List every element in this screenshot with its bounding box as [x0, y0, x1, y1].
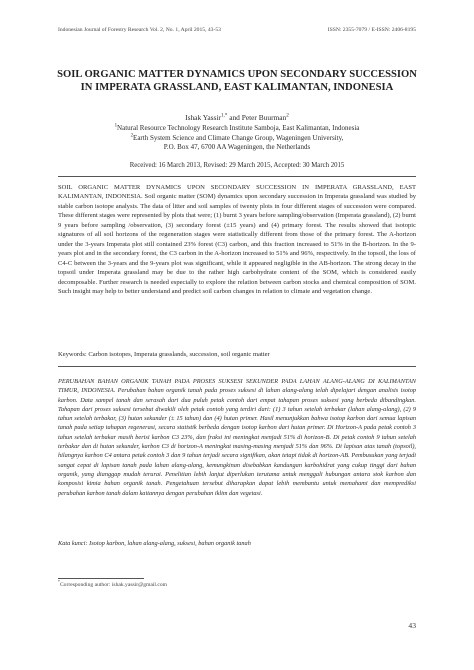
corresponding-author-footnote: *Corresponding author: ishak.yassir@gmail.com — [58, 580, 168, 588]
indonesian-keywords: Kata kunci: Isotop karbon, lahan alang-alang, suksesi, bahan organik tanah — [58, 540, 251, 547]
author-1-marker: 1,* — [220, 112, 228, 119]
indonesian-abstract: PERUBAHAN BAHAN ORGANIK TANAH PADA PROSES SUKSESI SEKUNDER PADA LAHAN ALANG-ALANG DI KALIMANTAN TIMUR, INDONESIA. Perubahan bahan organik tanah pada proses suksesi di lahan alang-alang telah dipelajari dengan analisis isotop karbon. Data sampel tanah dan serasah dari dua puluh petak contoh dari empat tahapan proses suksesi yang berbeda dibandingkan. Tahapan dari proses suksesi tersebut diwakili oleh petak contoh yang terdiri dari: (1) 3 tahun setelah terbakar (lahan alang-alang), (2) 9 tahun setelah terbakar, (3) hutan sekunder (± 15 tahun) dan (4) hutan primer. Hasil menunjukkan bahwa isotop karbon dari semua lapisan tanah pada setiap tahapan regenerasi, secara statistik berbeda dengan isotop karbon dari hutan primer. Di Horizon-A pada petak contoh 3 tahun setelah terbakar masih berisi karbon C3 23%, dan fraksi ini meningkat menjadi 51% di horizon-B. Di petak contoh 9 tahun setelah terbakar dan di hutan sekunder, karbon C3 di horizon-A meningkat masing-masing menjadi 51% dan 96%. Di lapisan atas tanah (topsoil), hilangnya karbon C4 antara petak contoh 3 dan 9 tahun terjadi secara signifikan, akan tetapi tidak di horizon-AB. Pembusukan yang terjadi sangat cepat di lapisan tanah pada lahan alang-alang, kemungkinan disebabkan kandungan karbohidrat yang cukup tinggi dari bahan organik, yang dianggap mudah terurai. Penelitian lebih lanjut diperlukan terutama untuk menggali hubungan antara stok karbon dan komposisi kimia bahan organik tanah. Pengetahuan tersebut diharapkan dapat lebih membantu untuk memahami dan memprediksi perubahan karbon tanah dalam kaitannya dengan perubahan iklim dan vegetasi. — [58, 378, 416, 497]
issn: ISSN: 2355-7079 / E-ISSN: 2406-8195 — [327, 27, 416, 33]
affiliation-2-marker: 2 — [130, 133, 134, 139]
running-header — [58, 27, 416, 33]
author-line — [58, 113, 416, 122]
article-dates: Received: 16 March 2013, Revised: 29 March 2015, Accepted: 30 March 2015 — [129, 162, 345, 169]
author-name-1: Ishak Yassir — [185, 113, 221, 122]
affiliation-1: $^1$Natural Resource Technology Research Institute Samboja, East Kalimantan, Indonesia — [114, 123, 360, 132]
footnote-rule — [58, 578, 144, 579]
article-title: SOIL ORGANIC MATTER DYNAMICS UPON SECONDARY SUCCESSION IN IMPERATA GRASSLAND, EAST KALIMANTAN, INDONESIA — [57, 69, 417, 94]
english-keywords: Keywords: Carbon isotopes, Imperata grasslands, succession, soil organic matter — [58, 351, 270, 358]
footnote-marker: * — [58, 580, 60, 585]
author-join: and Peter Buurman — [227, 113, 287, 122]
affiliation-2-address: P.O. Box 47, 6700 AA Wageningen, the Netherlands — [163, 143, 311, 152]
affiliation-2: $^2$Earth System Science and Climate Change Group, Wageningen University, — [130, 133, 344, 142]
journal-citation: Indonesian Journal of Forestry Research Vol. 2, No. 1, April 2015, 43-53 — [58, 27, 221, 33]
author-2-marker: 2 — [286, 112, 289, 119]
affiliation-1-marker: 1 — [114, 123, 118, 129]
affiliations — [58, 124, 416, 153]
english-abstract: SOIL ORGANIC MATTER DYNAMICS UPON SECONDARY SUCCESSION IN IMPERATA GRASSLAND, EAST KALIMANTAN, INDONESIA. Soil organic matter (SOM) dynamics upon secondary succession in Imperata grassland was studied by stable carbon isotope analysis. The data of litter and soil samples of twenty plots in four different stages of succession were compared. These different stages were represented by plots that were; (1) burnt 3 years before sampling/observation (Imperata grassland), (2) burnt 9 years before sampling /observation, (3) secondary forest (±15 years) and (4) primary forest. The results showed that isotopic signatures of all soil horizons of the regeneration stages were statistically different from those of the primary forest. The A-horizon under the 3-years Imperata plot still contained 23% forest (C3) carbon, and this fraction increased to 51% in the B-horizon. In the 9-years plot and in the secondary forest, the C3 carbon in the A-horizon increased to 51% and 96%, respectively. In the topsoil, the loss of C4-C between the 3-years and the 9-years plot was significant, while it appeared negligible in the AB-horizon. The strong decay in the topsoil under Imperata grassland may be due to the rather high carbohydrate content of the SOM, which is considered easily decomposable. Further research is needed especially to explore the relation between carbon stocks and chemical composition of SOM. Such insight may help to better understand and predict soil carbon changes in relation to climate and vegetation change. — [58, 184, 416, 295]
abstract-top-rule — [58, 176, 416, 177]
page-number: 43 — [408, 621, 416, 630]
abstract-bottom-rule — [58, 366, 416, 367]
